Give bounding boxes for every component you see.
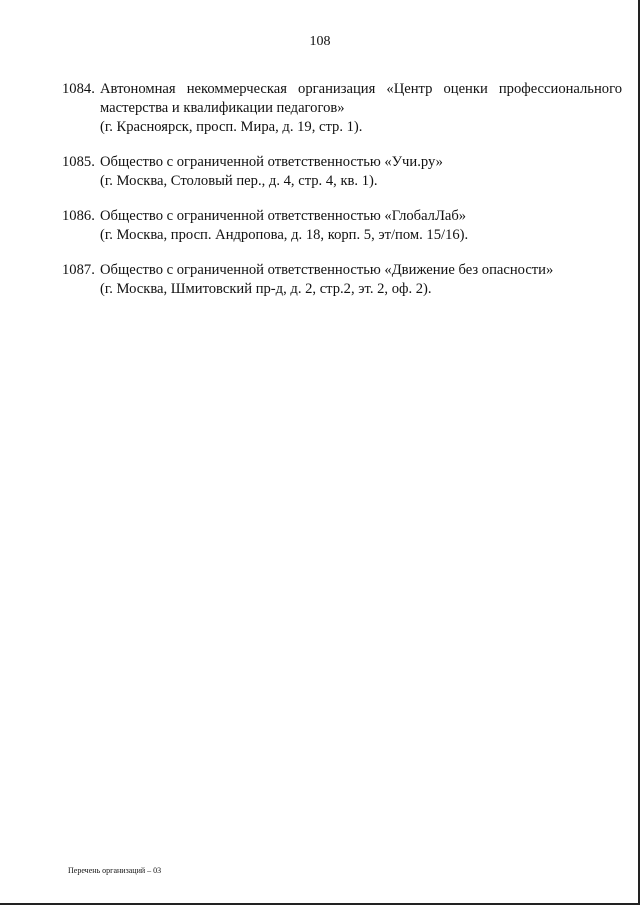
organization-name: Общество с ограниченной ответственностью «Учи.ру» bbox=[100, 154, 443, 170]
entry-body bbox=[100, 153, 622, 191]
organization-list bbox=[62, 80, 622, 315]
page-number: 108 bbox=[309, 34, 331, 49]
organization-address: (г. Москва, просп. Андропова, д. 18, корп. 5, эт/пом. 15/16). bbox=[100, 227, 469, 243]
organization-name: Автономная некоммерческая организация «Центр оценки профессионального мастерства и квалификации педагогов» bbox=[100, 81, 622, 116]
list-item bbox=[62, 261, 622, 299]
entry-number: 1087. bbox=[62, 262, 95, 278]
organization-name: Общество с ограниченной ответственностью «ГлобалЛаб» bbox=[100, 208, 467, 224]
entry-body bbox=[100, 261, 622, 299]
entry-number: 1084. bbox=[62, 81, 95, 97]
list-item bbox=[62, 207, 622, 245]
organization-name: Общество с ограниченной ответственностью «Движение без опасности» bbox=[100, 262, 554, 278]
entry-body bbox=[100, 207, 622, 245]
organization-address: (г. Красноярск, просп. Мира, д. 19, стр. 1). bbox=[100, 119, 363, 135]
organization-address: (г. Москва, Шмитовский пр-д, д. 2, стр.2, эт. 2, оф. 2). bbox=[100, 281, 432, 297]
organization-address: (г. Москва, Столовый пер., д. 4, стр. 4, кв. 1). bbox=[100, 173, 378, 189]
entry-number: 1085. bbox=[62, 154, 95, 170]
page-footer: Перечень организаций – 03 bbox=[68, 866, 162, 875]
entry-body bbox=[100, 80, 622, 137]
list-item bbox=[62, 153, 622, 191]
list-item bbox=[62, 80, 622, 137]
entry-number: 1086. bbox=[62, 208, 95, 224]
